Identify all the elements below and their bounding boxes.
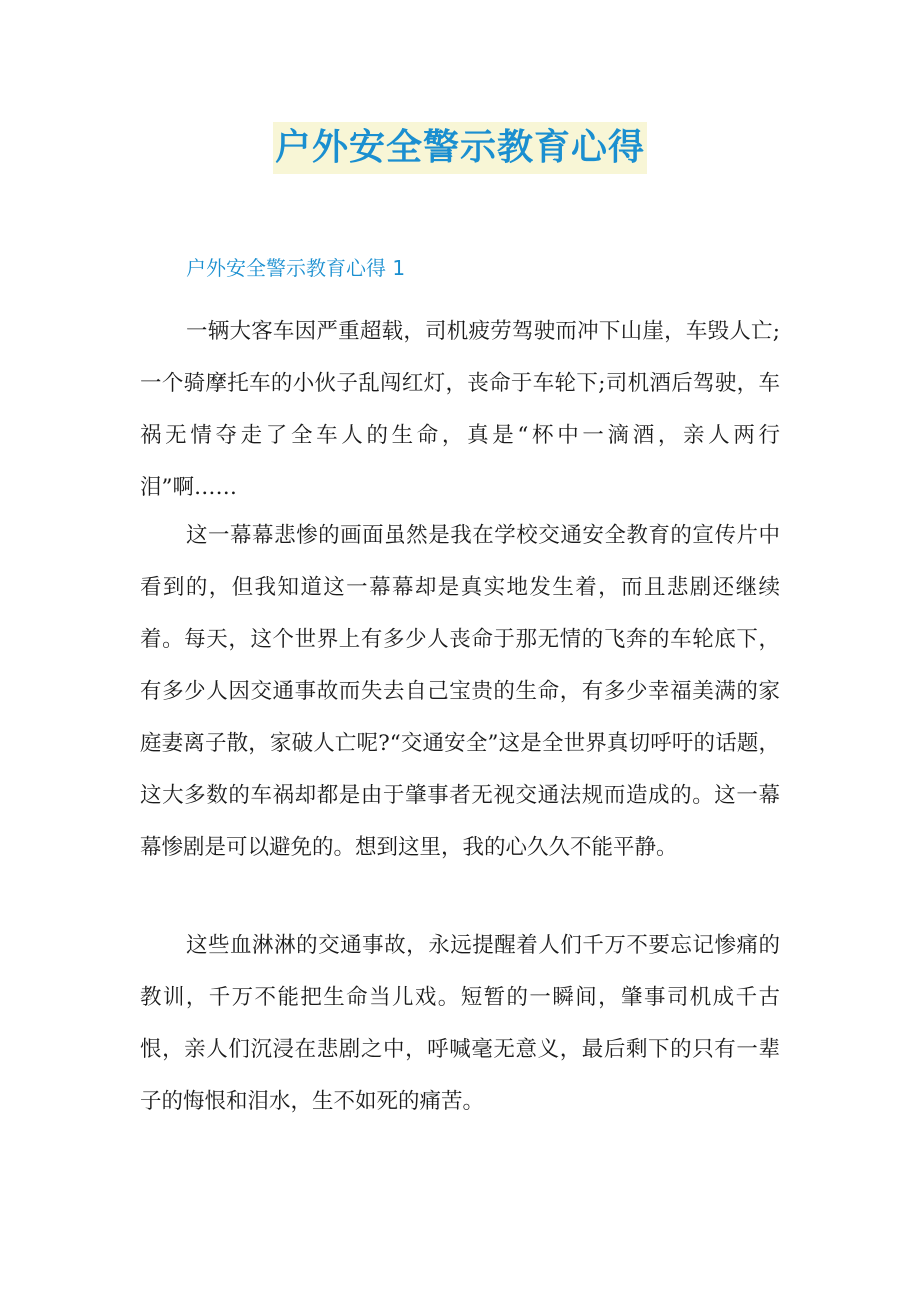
- body-paragraph-2: 这一幕幕悲惨的画面虽然是我在学校交通安全教育的宣传片中看到的，但我知道这一幕幕却是真实地发生着，而且悲剧还继续着。每天，这个世界上有多少人丧命于那无情的飞奔的车轮底下，有多少人因交通事故而失去自己宝贵的生命，有多少幸福美满的家庭妻离子散，家破人亡呢?“交通安全”这是全世界真切呼吁的话题，这大多数的车祸却都是由于肇事者无视交通法规而造成的。这一幕幕惨剧是可以避免的。想到这里，我的心久久不能平静。: [140, 523, 780, 860]
- body-paragraph-3: 这些血淋淋的交通事故，永远提醒着人们千万不要忘记惨痛的教训，千万不能把生命当儿戏。短暂的一瞬间，肇事司机成千古恨，亲人们沉浸在悲剧之中，呼喊毫无意义，最后剩下的只有一辈子的悔恨和泪水，生不如死的痛苦。: [140, 933, 780, 1114]
- section-heading: 户外安全警示教育心得 1: [186, 256, 406, 280]
- title-container: [0, 122, 920, 174]
- page-title: 户外安全警示教育心得: [273, 122, 647, 174]
- body-paragraph-1: 一辆大客车因严重超载，司机疲劳驾驶而冲下山崖，车毁人亡;一个骑摩托车的小伙子乱闯红灯，丧命于车轮下;司机酒后驾驶，车祸无情夺走了全车人的生命，真是“杯中一滴酒，亲人两行泪”啊……: [140, 319, 780, 500]
